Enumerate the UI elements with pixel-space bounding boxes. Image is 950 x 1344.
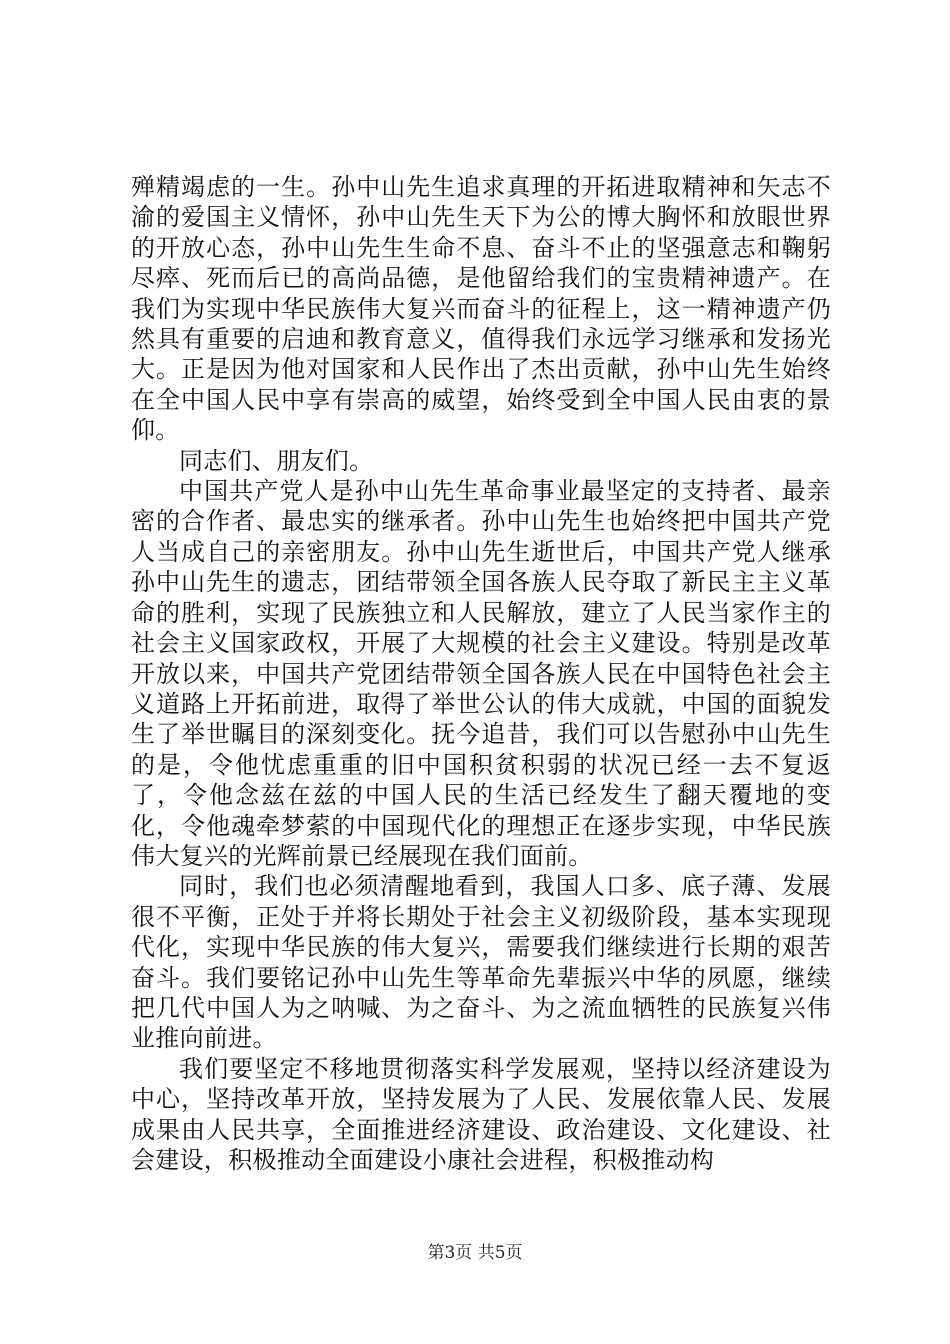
page-number-footer: 第3页 共5页 — [427, 1243, 523, 1263]
paragraph-long-struggle: 同时，我们也必须清醒地看到，我国人口多、底子薄、发展很不平衡，正处于并将长期处于社会主义初级阶段，基本实现现代化，实现中华民族的伟大复兴，需要我们继续进行长期的艰苦奋斗。我们要铭记孙中山先生等革命先辈振兴中华的夙愿，继续把几代中国人为之呐喊、为之奋斗、为之流血牺牲的民族复兴伟业推向前进。 — [131, 872, 831, 1053]
paragraph-scientific-development: 我们要坚定不移地贯彻落实科学发展观，坚持以经济建设为中心，坚持改革开放，坚持发展为了人民、发展依靠人民、发展成果由人民共享，全面推进经济建设、政治建设、文化建设、社会建设，积极推动全面建设小康社会进程，积极推动构 — [131, 1054, 831, 1174]
document-body — [131, 172, 831, 1175]
paragraph-continued: 殚精竭虑的一生。孙中山先生追求真理的开拓进取精神和矢志不渝的爱国主义情怀，孙中山先生天下为公的博大胸怀和放眼世界的开放心态，孙中山先生生命不息、奋斗不止的坚强意志和鞠躬尽瘁、死而后已的高尚品德，是他留给我们的宝贵精神遗产。在我们为实现中华民族伟大复兴而奋斗的征程上，这一精神遗产仍然具有重要的启迪和教育意义，值得我们永远学习继承和发扬光大。正是因为他对国家和人民作出了杰出贡献，孙中山先生始终在全中国人民中享有崇高的威望，始终受到全中国人民由衷的景仰。 — [131, 173, 831, 445]
paragraph-cpc-succession: 中国共产党人是孙中山先生革命事业最坚定的支持者、最亲密的合作者、最忠实的继承者。孙中山先生也始终把中国共产党人当成自己的亲密朋友。孙中山先生逝世后，中国共产党人继承孙中山先生的遗志，团结带领全国各族人民夺取了新民主主义革命的胜利，实现了民族独立和人民解放，建立了人民当家作主的社会主义国家政权，开展了大规模的社会主义建设。特别是改革开放以来，中国共产党团结带领全国各族人民在中国特色社会主义道路上开拓前进，取得了举世公认的伟大成就，中国的面貌发生了举世瞩目的深刻变化。抚今追昔，我们可以告慰孙中山先生的是，令他忧虑重重的旧中国积贫积弱的状况已经一去不复返了，令他念兹在兹的中国人民的生活已经发生了翻天覆地的变化，令他魂牵梦萦的中国现代化的理想正在逐步实现，中华民族伟大复兴的光辉前景已经展现在我们面前。 — [131, 477, 831, 870]
paragraph-salutation: 同志们、朋友们。 — [179, 446, 374, 475]
